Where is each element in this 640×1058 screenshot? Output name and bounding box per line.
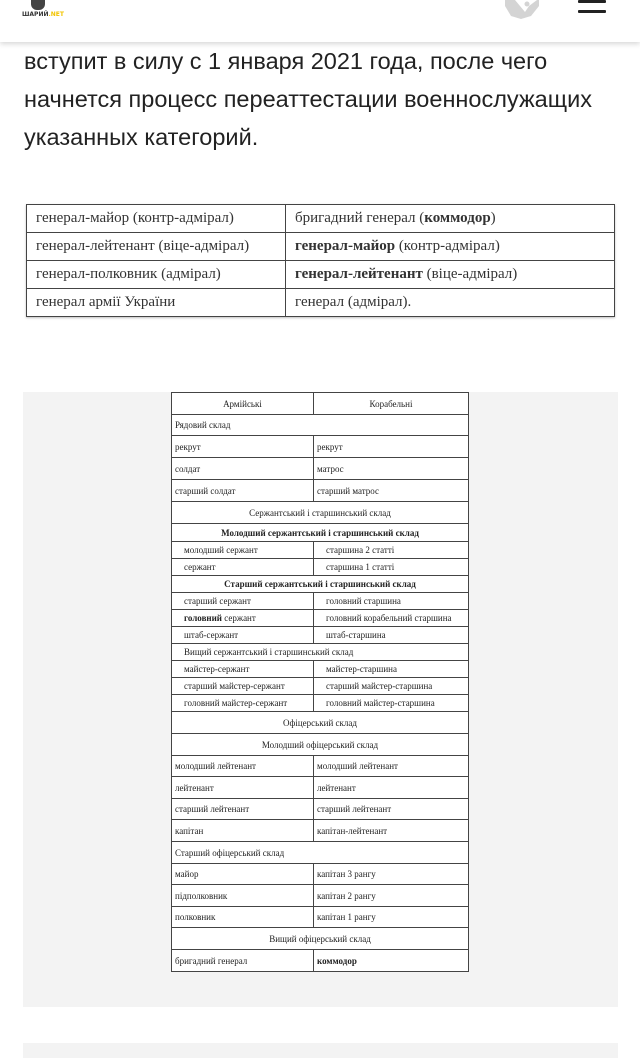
old-rank-cell: генерал армії України: [27, 289, 286, 317]
section-row: [172, 415, 469, 436]
army-rank: майор: [172, 864, 314, 885]
table-row: [27, 205, 615, 233]
table-row: [172, 695, 469, 712]
table-row: [172, 864, 469, 885]
table-row: [172, 777, 469, 799]
old-rank-cell: генерал-полковник (адмірал): [27, 261, 286, 289]
army-rank: старший майстер-сержант: [172, 678, 314, 695]
navy-rank: молодший лейтенант: [314, 756, 469, 777]
section-sergeant: Сержантський і старшинський склад: [172, 502, 469, 524]
new-rank-bold: генерал-лейтенант: [295, 266, 423, 282]
table-row: [172, 678, 469, 695]
army-rank: капітан: [172, 820, 314, 842]
section-senior-officer: Старший офіцерський склад: [172, 842, 469, 864]
navy-rank: старшина 2 статті: [314, 542, 469, 559]
table-row: [27, 261, 615, 289]
table-row: [172, 458, 469, 480]
top-bar: [0, 0, 640, 42]
navy-rank: головний корабельний старшина: [314, 610, 469, 627]
logo-text: [22, 11, 64, 18]
new-rank-bold: коммодор: [424, 210, 491, 226]
new-rank-suffix: (віце-адмірал): [422, 266, 518, 282]
new-rank-cell: [286, 261, 615, 289]
army-rank: молодший сержант: [172, 542, 314, 559]
army-rank: молодший лейтенант: [172, 756, 314, 777]
navy-rank: матрос: [314, 458, 469, 480]
army-rank: лейтенант: [172, 777, 314, 799]
new-rank-cell: [286, 205, 615, 233]
article-paragraph: вступит в силу с 1 января 2021 года, после чего начнется процесс переаттестации военнослужащих указанных категорий.: [24, 48, 592, 150]
section-row: [172, 524, 469, 542]
section-senior-sergeant: [172, 576, 469, 593]
new-rank-bold: генерал-майор: [295, 238, 396, 254]
table-row: [172, 610, 469, 627]
section-junior-sergeant: [172, 524, 469, 542]
logo-icon: [31, 0, 45, 10]
table-row: [172, 661, 469, 678]
table-row: [27, 233, 615, 261]
table-row: [172, 393, 469, 415]
navy-rank: [314, 950, 469, 972]
table-row: [172, 820, 469, 842]
section-junior-sergeant-label: Молодший сержантський і старшинський склад: [221, 527, 419, 538]
table-row: [172, 950, 469, 972]
navy-rank: штаб-старшина: [314, 627, 469, 644]
new-rank-cell: [286, 233, 615, 261]
navy-rank: рекрут: [314, 436, 469, 458]
table-row: [172, 593, 469, 610]
old-rank-cell: генерал-майор (контр-адмірал): [27, 205, 286, 233]
table-row: [27, 289, 615, 317]
navy-rank: головний старшина: [314, 593, 469, 610]
army-rank: майстер-сержант: [172, 661, 314, 678]
ranks-table: [171, 392, 469, 972]
navy-rank-bold: коммодор: [317, 955, 357, 966]
army-rank-bold: головний: [184, 613, 222, 623]
army-rank: полковник: [172, 907, 314, 928]
section-row: [172, 842, 469, 864]
section-row: [172, 712, 469, 734]
next-image-placeholder: [23, 1043, 618, 1058]
navy-rank: майстер-старшина: [314, 661, 469, 678]
army-rank: старший сержант: [172, 593, 314, 610]
navy-rank: капітан 3 рангу: [314, 864, 469, 885]
army-rank: рекрут: [172, 436, 314, 458]
section-row: [172, 644, 469, 661]
logo-text-domain: .NET: [48, 11, 64, 18]
logo-text-main: ШАРИЙ: [22, 11, 49, 18]
table-row: [172, 799, 469, 820]
table-row: [172, 885, 469, 907]
army-rank: сержант: [172, 559, 314, 576]
army-rank: старший солдат: [172, 480, 314, 502]
navy-rank: старший майстер-старшина: [314, 678, 469, 695]
section-junior-officer: Молодший офіцерський склад: [172, 734, 469, 756]
table-row: [172, 627, 469, 644]
new-rank-suffix: ): [490, 210, 496, 226]
rocket-icon[interactable]: [503, 0, 541, 20]
old-rank-cell: генерал-лейтенант (віце-адмірал): [27, 233, 286, 261]
table-row: [172, 907, 469, 928]
section-row: [172, 502, 469, 524]
navy-rank: лейтенант: [314, 777, 469, 799]
new-rank-suffix: (контр-адмірал): [395, 238, 500, 254]
navy-rank: старшина 1 статті: [314, 559, 469, 576]
table-row: [172, 542, 469, 559]
army-rank-rest: сержант: [222, 613, 256, 623]
new-rank-prefix: генерал (адмірал).: [295, 294, 412, 310]
army-rank: бригадний генерал: [172, 950, 314, 972]
rank-changes-table: [26, 204, 615, 317]
navy-rank: капітан-лейтенант: [314, 820, 469, 842]
navy-rank: капітан 2 рангу: [314, 885, 469, 907]
army-rank: старший лейтенант: [172, 799, 314, 820]
table-row: [172, 756, 469, 777]
section-row: [172, 928, 469, 950]
menu-icon[interactable]: [578, 0, 606, 14]
army-rank: штаб-сержант: [172, 627, 314, 644]
section-senior-sergeant-label: Старший сержантський і старшинський склад: [224, 579, 416, 589]
table-row: [172, 559, 469, 576]
army-rank: [172, 610, 314, 627]
section-private: Рядовий склад: [172, 415, 469, 436]
table-row: [172, 480, 469, 502]
new-rank-cell: [286, 289, 615, 317]
navy-rank: капітан 1 рангу: [314, 907, 469, 928]
army-rank: підполковник: [172, 885, 314, 907]
section-higher-sergeant: Вищий сержантський і старшинський склад: [172, 644, 469, 661]
table-row: [172, 436, 469, 458]
section-higher-officer: Вищий офіцерський склад: [172, 928, 469, 950]
army-rank: головний майстер-сержант: [172, 695, 314, 712]
navy-rank: старший лейтенант: [314, 799, 469, 820]
section-row: [172, 734, 469, 756]
navy-rank: головний майстер-старшина: [314, 695, 469, 712]
header-army: Армійські: [172, 393, 314, 415]
navy-rank: старший матрос: [314, 480, 469, 502]
section-officer: Офіцерський склад: [172, 712, 469, 734]
site-logo[interactable]: [22, 0, 64, 20]
section-row: [172, 576, 469, 593]
header-navy: Корабельні: [314, 393, 469, 415]
army-rank: солдат: [172, 458, 314, 480]
new-rank-prefix: бригадний генерал (: [295, 210, 425, 226]
rank-changes-image: [0, 185, 640, 337]
